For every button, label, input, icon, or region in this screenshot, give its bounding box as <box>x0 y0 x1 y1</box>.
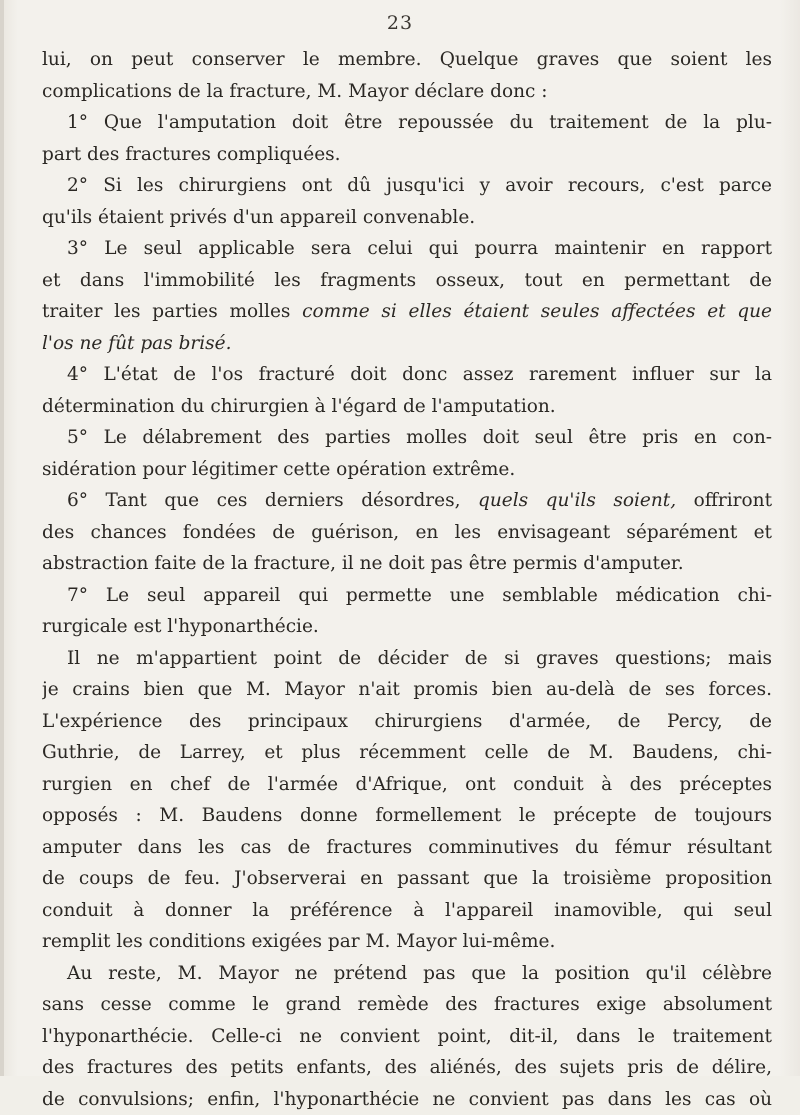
text-line <box>42 107 772 139</box>
text-line <box>42 611 772 643</box>
text-line <box>42 1021 772 1053</box>
scan-edge <box>0 0 4 1076</box>
text-line <box>42 926 772 958</box>
text-line <box>42 674 772 706</box>
text-roman: Guthrie, de Larrey, et plus récemment celle de M. Baudens, chi- <box>42 742 772 763</box>
text-line <box>42 202 772 234</box>
text-roman: 5° Le délabrement des parties molles doit seul être pris en con- <box>67 427 772 448</box>
text-line <box>42 1084 772 1115</box>
text-roman: complications de la fracture, M. Mayor déclare donc : <box>42 81 548 102</box>
text-line <box>42 422 772 454</box>
text-roman: 1° Que l'amputation doit être repoussée du traitement de la plu- <box>67 112 772 133</box>
text-italic: quels qu'ils soient, <box>478 490 676 511</box>
text-italic: l'os ne fût pas brisé. <box>42 333 232 354</box>
text-roman: 7° Le seul appareil qui permette une semblable médication chi- <box>67 585 772 606</box>
page-number: 23 <box>0 12 800 34</box>
text-roman: qu'ils étaient privés d'un appareil convenable. <box>42 207 475 228</box>
text-roman: 6° Tant que ces derniers désordres, <box>67 490 460 511</box>
text-line <box>42 800 772 832</box>
text-roman: sidération pour légitimer cette opération extrême. <box>42 459 515 480</box>
text-line <box>42 643 772 675</box>
text-roman: opposés : M. Baudens donne formellement le précepte de toujours <box>42 805 772 826</box>
text-line <box>42 76 772 108</box>
text-roman: lui, on peut conserver le membre. Quelque graves que soient les <box>42 49 772 70</box>
text-roman: je crains bien que M. Mayor n'ait promis bien au-delà de ses forces. <box>42 679 772 700</box>
text-roman: amputer dans les cas de fractures comminutives du fémur résultant <box>42 837 772 858</box>
text-roman: et dans l'immobilité les fragments osseux, tout en permettant de <box>42 270 772 291</box>
text-roman: offriront <box>694 490 772 511</box>
text-line <box>42 139 772 171</box>
text-roman: l'hyponarthécie. Celle-ci ne convient point, dit-il, dans le traitement <box>42 1026 772 1047</box>
text-line <box>42 170 772 202</box>
text-italic: comme si elles étaient seules affectées et que <box>302 301 772 322</box>
text-line <box>42 737 772 769</box>
text-line <box>42 958 772 990</box>
text-roman: 3° Le seul applicable sera celui qui pourra maintenir en rapport <box>67 238 772 259</box>
text-line <box>42 895 772 927</box>
text-roman: rurgicale est l'hyponarthécie. <box>42 616 319 637</box>
text-roman: Au reste, M. Mayor ne prétend pas que la position qu'il célèbre <box>67 963 772 984</box>
text-line <box>42 989 772 1021</box>
text-line <box>42 454 772 486</box>
text-roman: rurgien en chef de l'armée d'Afrique, ont conduit à des préceptes <box>42 774 772 795</box>
text-roman: Il ne m'appartient point de décider de si graves questions; mais <box>67 648 772 669</box>
text-line <box>42 1052 772 1084</box>
text-line <box>42 863 772 895</box>
text-roman: 4° L'état de l'os fracturé doit donc assez rarement influer sur la <box>67 364 772 385</box>
text-line <box>42 328 772 360</box>
text-roman: L'expérience des principaux chirurgiens d'armée, de Percy, de <box>42 711 772 732</box>
text-line <box>42 44 772 76</box>
text-roman: remplit les conditions exigées par M. Mayor lui-même. <box>42 931 555 952</box>
text-roman: de convulsions; enfin, l'hyponarthécie ne convient pas dans les cas où <box>42 1089 772 1110</box>
text-roman: des fractures des petits enfants, des aliénés, des sujets pris de délire, <box>42 1057 772 1078</box>
text-line <box>42 517 772 549</box>
text-roman: abstraction faite de la fracture, il ne doit pas être permis d'amputer. <box>42 553 684 574</box>
text-roman: détermination du chirurgien à l'égard de l'amputation. <box>42 396 556 417</box>
text-line <box>42 548 772 580</box>
text-line <box>42 265 772 297</box>
text-roman: des chances fondées de guérison, en les envisageant séparément et <box>42 522 772 543</box>
text-line <box>42 296 772 328</box>
text-roman: part des fractures compliquées. <box>42 144 341 165</box>
text-line <box>42 485 772 517</box>
text-line <box>42 706 772 738</box>
body-text <box>42 44 772 1115</box>
text-line <box>42 769 772 801</box>
text-roman: sans cesse comme le grand remède des fractures exige absolument <box>42 994 772 1015</box>
text-line <box>42 233 772 265</box>
text-line <box>42 832 772 864</box>
text-roman: 2° Si les chirurgiens ont dû jusqu'ici y avoir recours, c'est parce <box>67 175 772 196</box>
text-line <box>42 391 772 423</box>
text-roman: de coups de feu. J'observerai en passant que la troisième proposition <box>42 868 772 889</box>
text-line <box>42 580 772 612</box>
text-roman: conduit à donner la préférence à l'appareil inamovible, qui seul <box>42 900 772 921</box>
text-roman: traiter les parties molles <box>42 301 290 322</box>
text-line <box>42 359 772 391</box>
